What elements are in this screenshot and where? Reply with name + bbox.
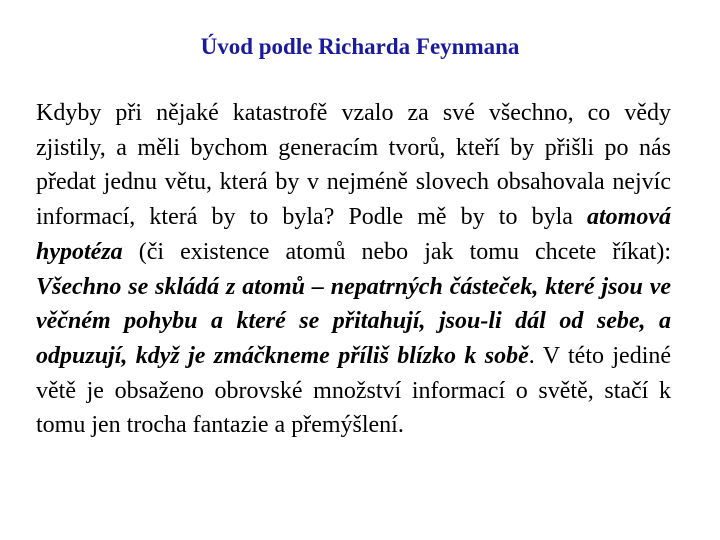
emphasis-key-sentence: Všechno se skládá z atomů – nepatrných částeček, které jsou ve věčném pohybu a které se přitahují, jsou-li dál od sebe, a odpuzují, když je zmáčkneme příliš blízko k sobě: [36, 273, 671, 369]
body-paragraph: [36, 96, 671, 443]
paragraph-text-part3: . V této jediné větě je obsaženo obrovské množství informací o světě, stačí k tomu jen trocha fantazie a přemýšlení.: [36, 342, 672, 439]
emphasis-atomic-hypothesis: atomová hypotéza: [36, 204, 671, 265]
paragraph-text-part1: Kdyby při nějaké katastrofě vzalo za své všechno, co vědy zjistily, a měli bychom generacím tvorů, kteří by přišli po nás předat jednu větu, která by v nejméně slovech obsahovala nejvíc informací, která by to byla? Podle mě by to byla: [36, 100, 671, 231]
paragraph-text-part2: (či existence atomů nebo jak tomu chcete říkat):: [122, 238, 671, 265]
slide-title: Úvod podle Richarda Feynmana: [200, 34, 520, 59]
